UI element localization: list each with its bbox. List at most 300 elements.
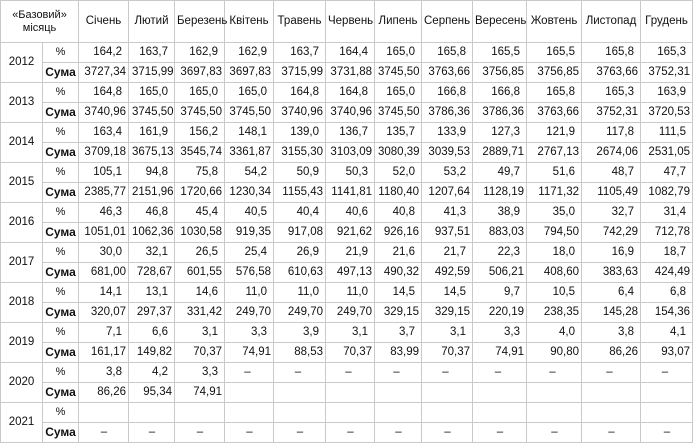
value-cell: 919,35 xyxy=(225,223,274,243)
value-cell: 53,2 xyxy=(422,163,473,183)
value-cell: 40,6 xyxy=(326,203,375,223)
value-cell: 133,9 xyxy=(422,123,473,143)
value-cell: 249,70 xyxy=(326,303,375,323)
value-cell: 1128,19 xyxy=(473,183,527,203)
value-cell: 3,1 xyxy=(326,323,375,343)
sum-row xyxy=(1,103,693,123)
value-cell: 1155,43 xyxy=(274,183,326,203)
value-cell: 18,0 xyxy=(527,243,582,263)
value-cell: 38,9 xyxy=(473,203,527,223)
value-cell xyxy=(473,383,527,403)
value-cell: 1030,58 xyxy=(175,223,225,243)
value-cell: 163,4 xyxy=(79,123,129,143)
value-cell: 14,1 xyxy=(79,283,129,303)
value-cell: 1051,01 xyxy=(79,223,129,243)
value-cell: 3756,85 xyxy=(473,63,527,83)
month-header: Липень xyxy=(375,1,422,43)
sum-label: Сума xyxy=(43,103,79,123)
percent-label: % xyxy=(43,243,79,263)
value-cell: 163,7 xyxy=(274,43,326,63)
value-cell: 166,8 xyxy=(473,83,527,103)
percent-row xyxy=(1,323,693,343)
value-cell: 383,63 xyxy=(582,263,641,283)
value-cell xyxy=(225,403,274,423)
value-cell: 13,1 xyxy=(129,283,175,303)
value-cell: 3745,50 xyxy=(375,103,422,123)
value-cell: 32,1 xyxy=(129,243,175,263)
value-cell: – xyxy=(582,363,641,383)
value-cell: 156,2 xyxy=(175,123,225,143)
value-cell xyxy=(375,403,422,423)
value-cell: 6,8 xyxy=(641,283,693,303)
value-cell: 11,0 xyxy=(326,283,375,303)
value-cell: 48,7 xyxy=(582,163,641,183)
value-cell: – xyxy=(375,423,422,443)
value-cell: 10,5 xyxy=(527,283,582,303)
value-cell: 249,70 xyxy=(225,303,274,323)
value-cell: 3,3 xyxy=(473,323,527,343)
value-cell xyxy=(527,403,582,423)
value-cell: – xyxy=(326,423,375,443)
value-cell: 70,37 xyxy=(326,343,375,363)
value-cell: 3715,99 xyxy=(274,63,326,83)
value-cell: – xyxy=(79,423,129,443)
value-cell: 74,91 xyxy=(473,343,527,363)
value-cell: 3763,66 xyxy=(422,63,473,83)
value-cell: 94,8 xyxy=(129,163,175,183)
value-cell: 164,8 xyxy=(326,83,375,103)
value-cell: 424,49 xyxy=(641,263,693,283)
value-cell: 161,9 xyxy=(129,123,175,143)
value-cell: 164,8 xyxy=(79,83,129,103)
table-body xyxy=(1,43,693,443)
value-cell: 3756,85 xyxy=(527,63,582,83)
value-cell: 3,9 xyxy=(274,323,326,343)
sum-row xyxy=(1,343,693,363)
value-cell: – xyxy=(225,423,274,443)
value-cell: 497,13 xyxy=(326,263,375,283)
value-cell: 3786,36 xyxy=(422,103,473,123)
value-cell: 3745,50 xyxy=(225,103,274,123)
value-cell: 74,91 xyxy=(225,343,274,363)
corner-line-1: «Базовий» xyxy=(12,8,67,21)
value-cell xyxy=(129,403,175,423)
value-cell: 742,29 xyxy=(582,223,641,243)
value-cell: 121,9 xyxy=(527,123,582,143)
percent-row xyxy=(1,123,693,143)
value-cell: 3763,66 xyxy=(527,103,582,123)
value-cell: 74,91 xyxy=(175,383,225,403)
month-header: Серпень xyxy=(422,1,473,43)
value-cell: 25,4 xyxy=(225,243,274,263)
value-cell: 11,0 xyxy=(225,283,274,303)
value-cell: 95,34 xyxy=(129,383,175,403)
value-cell: 3697,83 xyxy=(225,63,274,83)
value-cell: 93,07 xyxy=(641,343,693,363)
value-cell: 2151,96 xyxy=(129,183,175,203)
value-cell: 105,1 xyxy=(79,163,129,183)
value-cell: 164,8 xyxy=(274,83,326,103)
value-cell: 2385,77 xyxy=(79,183,129,203)
value-cell: 31,4 xyxy=(641,203,693,223)
value-cell: 1082,79 xyxy=(641,183,693,203)
value-cell: 3720,53 xyxy=(641,103,693,123)
sum-label: Сума xyxy=(43,143,79,163)
percent-row xyxy=(1,43,693,63)
percent-row xyxy=(1,363,693,383)
value-cell: 3731,88 xyxy=(326,63,375,83)
value-cell: – xyxy=(129,423,175,443)
year-cell: 2013 xyxy=(1,83,43,123)
value-cell: 161,17 xyxy=(79,343,129,363)
value-cell: 40,8 xyxy=(375,203,422,223)
value-cell: 3745,50 xyxy=(375,63,422,83)
value-cell: 238,35 xyxy=(527,303,582,323)
value-cell: 148,1 xyxy=(225,123,274,143)
value-cell: 32,7 xyxy=(582,203,641,223)
value-cell: 3740,96 xyxy=(79,103,129,123)
sum-row xyxy=(1,383,693,403)
year-cell: 2016 xyxy=(1,203,43,243)
value-cell: 1062,36 xyxy=(129,223,175,243)
corner-header xyxy=(1,1,79,43)
value-cell xyxy=(326,403,375,423)
percent-label: % xyxy=(43,43,79,63)
value-cell: 1230,34 xyxy=(225,183,274,203)
value-cell: 3675,13 xyxy=(129,143,175,163)
value-cell: 164,2 xyxy=(79,43,129,63)
year-cell: 2014 xyxy=(1,123,43,163)
value-cell: 2767,13 xyxy=(527,143,582,163)
value-cell: – xyxy=(641,363,693,383)
value-cell: 728,67 xyxy=(129,263,175,283)
percent-label: % xyxy=(43,363,79,383)
value-cell: 35,0 xyxy=(527,203,582,223)
value-cell: 3080,39 xyxy=(375,143,422,163)
value-cell: 83,99 xyxy=(375,343,422,363)
value-cell: 26,9 xyxy=(274,243,326,263)
value-cell: 136,7 xyxy=(326,123,375,143)
value-cell: 329,15 xyxy=(375,303,422,323)
value-cell: 165,8 xyxy=(582,43,641,63)
value-cell: 3,3 xyxy=(175,363,225,383)
percent-row xyxy=(1,83,693,103)
value-cell: 45,4 xyxy=(175,203,225,223)
value-cell: 3752,31 xyxy=(582,103,641,123)
value-cell xyxy=(641,403,693,423)
month-header: Жовтень xyxy=(527,1,582,43)
value-cell: 1141,81 xyxy=(326,183,375,203)
value-cell: – xyxy=(582,423,641,443)
sum-label: Сума xyxy=(43,223,79,243)
value-cell xyxy=(326,383,375,403)
value-cell: 165,0 xyxy=(375,83,422,103)
value-cell: 165,3 xyxy=(641,43,693,63)
sum-row xyxy=(1,303,693,323)
value-cell: 46,3 xyxy=(79,203,129,223)
sum-row xyxy=(1,223,693,243)
year-cell: 2021 xyxy=(1,403,43,443)
value-cell: 3,1 xyxy=(422,323,473,343)
value-cell: 601,55 xyxy=(175,263,225,283)
value-cell: 3361,87 xyxy=(225,143,274,163)
value-cell: 1105,49 xyxy=(582,183,641,203)
value-cell: 1207,64 xyxy=(422,183,473,203)
value-cell: 3740,96 xyxy=(274,103,326,123)
value-cell: 329,15 xyxy=(422,303,473,323)
value-cell: 54,2 xyxy=(225,163,274,183)
value-cell: 3786,36 xyxy=(473,103,527,123)
value-cell: 3,8 xyxy=(582,323,641,343)
value-cell: 26,5 xyxy=(175,243,225,263)
value-cell: 3763,66 xyxy=(582,63,641,83)
value-cell: 139,0 xyxy=(274,123,326,143)
value-cell: 21,6 xyxy=(375,243,422,263)
month-header: Листопад xyxy=(582,1,641,43)
value-cell: 16,9 xyxy=(582,243,641,263)
value-cell xyxy=(375,383,422,403)
value-cell xyxy=(582,383,641,403)
value-cell: 3,3 xyxy=(225,323,274,343)
value-cell: 3,7 xyxy=(375,323,422,343)
year-cell: 2020 xyxy=(1,363,43,403)
value-cell: 52,0 xyxy=(375,163,422,183)
value-cell: – xyxy=(641,423,693,443)
value-cell: 7,1 xyxy=(79,323,129,343)
value-cell: 41,3 xyxy=(422,203,473,223)
value-cell: 3697,83 xyxy=(175,63,225,83)
value-cell: 3,8 xyxy=(79,363,129,383)
value-cell: 4,1 xyxy=(641,323,693,343)
value-cell: 86,26 xyxy=(582,343,641,363)
year-cell: 2018 xyxy=(1,283,43,323)
value-cell: – xyxy=(274,363,326,383)
value-cell: 3752,31 xyxy=(641,63,693,83)
year-cell: 2012 xyxy=(1,43,43,83)
value-cell: 165,5 xyxy=(527,43,582,63)
value-cell: 576,58 xyxy=(225,263,274,283)
month-header: Травень xyxy=(274,1,326,43)
value-cell: 490,32 xyxy=(375,263,422,283)
value-cell: – xyxy=(527,363,582,383)
value-cell: 506,21 xyxy=(473,263,527,283)
value-cell: 14,6 xyxy=(175,283,225,303)
value-cell: 331,42 xyxy=(175,303,225,323)
value-cell: 163,9 xyxy=(641,83,693,103)
value-cell: 2531,05 xyxy=(641,143,693,163)
value-cell: 610,63 xyxy=(274,263,326,283)
value-cell: 3740,96 xyxy=(326,103,375,123)
value-cell xyxy=(641,383,693,403)
month-header: Грудень xyxy=(641,1,693,43)
sum-label: Сума xyxy=(43,343,79,363)
value-cell: 70,37 xyxy=(175,343,225,363)
value-cell: 3745,50 xyxy=(129,103,175,123)
value-cell: 165,0 xyxy=(129,83,175,103)
value-cell: 1180,40 xyxy=(375,183,422,203)
value-cell: 49,7 xyxy=(473,163,527,183)
value-cell: 51,6 xyxy=(527,163,582,183)
value-cell: 3727,34 xyxy=(79,63,129,83)
value-cell: 165,0 xyxy=(175,83,225,103)
value-cell: 3103,09 xyxy=(326,143,375,163)
value-cell xyxy=(225,383,274,403)
percent-row xyxy=(1,203,693,223)
value-cell: 6,6 xyxy=(129,323,175,343)
month-header: Лютий xyxy=(129,1,175,43)
value-cell: 883,03 xyxy=(473,223,527,243)
value-cell xyxy=(582,403,641,423)
value-cell: 162,9 xyxy=(175,43,225,63)
value-cell: 4,2 xyxy=(129,363,175,383)
value-cell: – xyxy=(473,363,527,383)
value-cell: 1171,32 xyxy=(527,183,582,203)
value-cell: – xyxy=(422,423,473,443)
value-cell: 320,07 xyxy=(79,303,129,323)
month-header: Березень xyxy=(175,1,225,43)
value-cell: 149,82 xyxy=(129,343,175,363)
value-cell: 166,8 xyxy=(422,83,473,103)
value-cell: 46,8 xyxy=(129,203,175,223)
value-cell: 135,7 xyxy=(375,123,422,143)
percent-label: % xyxy=(43,403,79,423)
value-cell: 86,26 xyxy=(79,383,129,403)
value-cell: 492,59 xyxy=(422,263,473,283)
sum-row xyxy=(1,423,693,443)
sum-row xyxy=(1,263,693,283)
sum-label: Сума xyxy=(43,263,79,283)
month-header: Вересень xyxy=(473,1,527,43)
value-cell: 6,4 xyxy=(582,283,641,303)
value-cell: 4,0 xyxy=(527,323,582,343)
percent-row xyxy=(1,243,693,263)
value-cell: 3545,74 xyxy=(175,143,225,163)
value-cell: 40,4 xyxy=(274,203,326,223)
value-cell: 22,3 xyxy=(473,243,527,263)
percent-label: % xyxy=(43,283,79,303)
percent-label: % xyxy=(43,163,79,183)
header-row xyxy=(1,1,693,43)
percent-row xyxy=(1,283,693,303)
value-cell: 75,8 xyxy=(175,163,225,183)
value-cell: 127,3 xyxy=(473,123,527,143)
value-cell: 2889,71 xyxy=(473,143,527,163)
value-cell: 712,78 xyxy=(641,223,693,243)
value-cell: 162,9 xyxy=(225,43,274,63)
value-cell: 154,36 xyxy=(641,303,693,323)
value-cell: 21,9 xyxy=(326,243,375,263)
value-cell: 3039,53 xyxy=(422,143,473,163)
value-cell: 90,80 xyxy=(527,343,582,363)
sum-row xyxy=(1,183,693,203)
value-cell: 3745,50 xyxy=(175,103,225,123)
value-cell xyxy=(274,403,326,423)
value-cell: 18,7 xyxy=(641,243,693,263)
value-cell: 145,28 xyxy=(582,303,641,323)
value-cell: 40,5 xyxy=(225,203,274,223)
value-cell xyxy=(274,383,326,403)
value-cell: 165,0 xyxy=(375,43,422,63)
value-cell: 11,0 xyxy=(274,283,326,303)
value-cell: 165,8 xyxy=(422,43,473,63)
value-cell: 9,7 xyxy=(473,283,527,303)
value-cell: 794,50 xyxy=(527,223,582,243)
corner-line-2: місяць xyxy=(22,21,57,34)
value-cell: 50,9 xyxy=(274,163,326,183)
value-cell: 917,08 xyxy=(274,223,326,243)
value-cell xyxy=(422,383,473,403)
value-cell: 2674,06 xyxy=(582,143,641,163)
sum-label: Сума xyxy=(43,63,79,83)
value-cell: 3,1 xyxy=(175,323,225,343)
sum-label: Сума xyxy=(43,303,79,323)
value-cell: 220,19 xyxy=(473,303,527,323)
value-cell: 163,7 xyxy=(129,43,175,63)
value-cell: 70,37 xyxy=(422,343,473,363)
value-cell: – xyxy=(375,363,422,383)
value-cell: 165,0 xyxy=(225,83,274,103)
percent-label: % xyxy=(43,83,79,103)
value-cell: 47,7 xyxy=(641,163,693,183)
value-cell: 30,0 xyxy=(79,243,129,263)
value-cell xyxy=(79,403,129,423)
month-header: Січень xyxy=(79,1,129,43)
value-cell xyxy=(473,403,527,423)
sum-label: Сума xyxy=(43,423,79,443)
value-cell: – xyxy=(225,363,274,383)
value-cell: 408,60 xyxy=(527,263,582,283)
value-cell: 14,5 xyxy=(375,283,422,303)
value-cell: 14,5 xyxy=(422,283,473,303)
percent-row xyxy=(1,163,693,183)
value-cell xyxy=(175,403,225,423)
value-cell xyxy=(527,383,582,403)
value-cell: – xyxy=(422,363,473,383)
value-cell: 3155,30 xyxy=(274,143,326,163)
value-cell: – xyxy=(175,423,225,443)
value-cell: 164,4 xyxy=(326,43,375,63)
value-cell: 937,51 xyxy=(422,223,473,243)
sum-row xyxy=(1,63,693,83)
percent-row xyxy=(1,403,693,423)
value-cell: 88,53 xyxy=(274,343,326,363)
value-cell: – xyxy=(473,423,527,443)
month-header: Червень xyxy=(326,1,375,43)
value-cell: 117,8 xyxy=(582,123,641,143)
value-cell: 926,16 xyxy=(375,223,422,243)
sum-row xyxy=(1,143,693,163)
value-cell: – xyxy=(527,423,582,443)
year-cell: 2019 xyxy=(1,323,43,363)
value-cell: – xyxy=(274,423,326,443)
value-cell: 21,7 xyxy=(422,243,473,263)
value-cell: 921,62 xyxy=(326,223,375,243)
value-cell: 165,5 xyxy=(473,43,527,63)
sum-label: Сума xyxy=(43,383,79,403)
value-cell: 3709,18 xyxy=(79,143,129,163)
value-cell: 165,3 xyxy=(582,83,641,103)
value-cell: 165,8 xyxy=(527,83,582,103)
percent-label: % xyxy=(43,203,79,223)
value-cell: 111,5 xyxy=(641,123,693,143)
value-cell: – xyxy=(326,363,375,383)
year-cell: 2015 xyxy=(1,163,43,203)
month-header: Квітень xyxy=(225,1,274,43)
value-cell: 3715,99 xyxy=(129,63,175,83)
value-cell: 1720,66 xyxy=(175,183,225,203)
value-cell xyxy=(422,403,473,423)
sum-label: Сума xyxy=(43,183,79,203)
